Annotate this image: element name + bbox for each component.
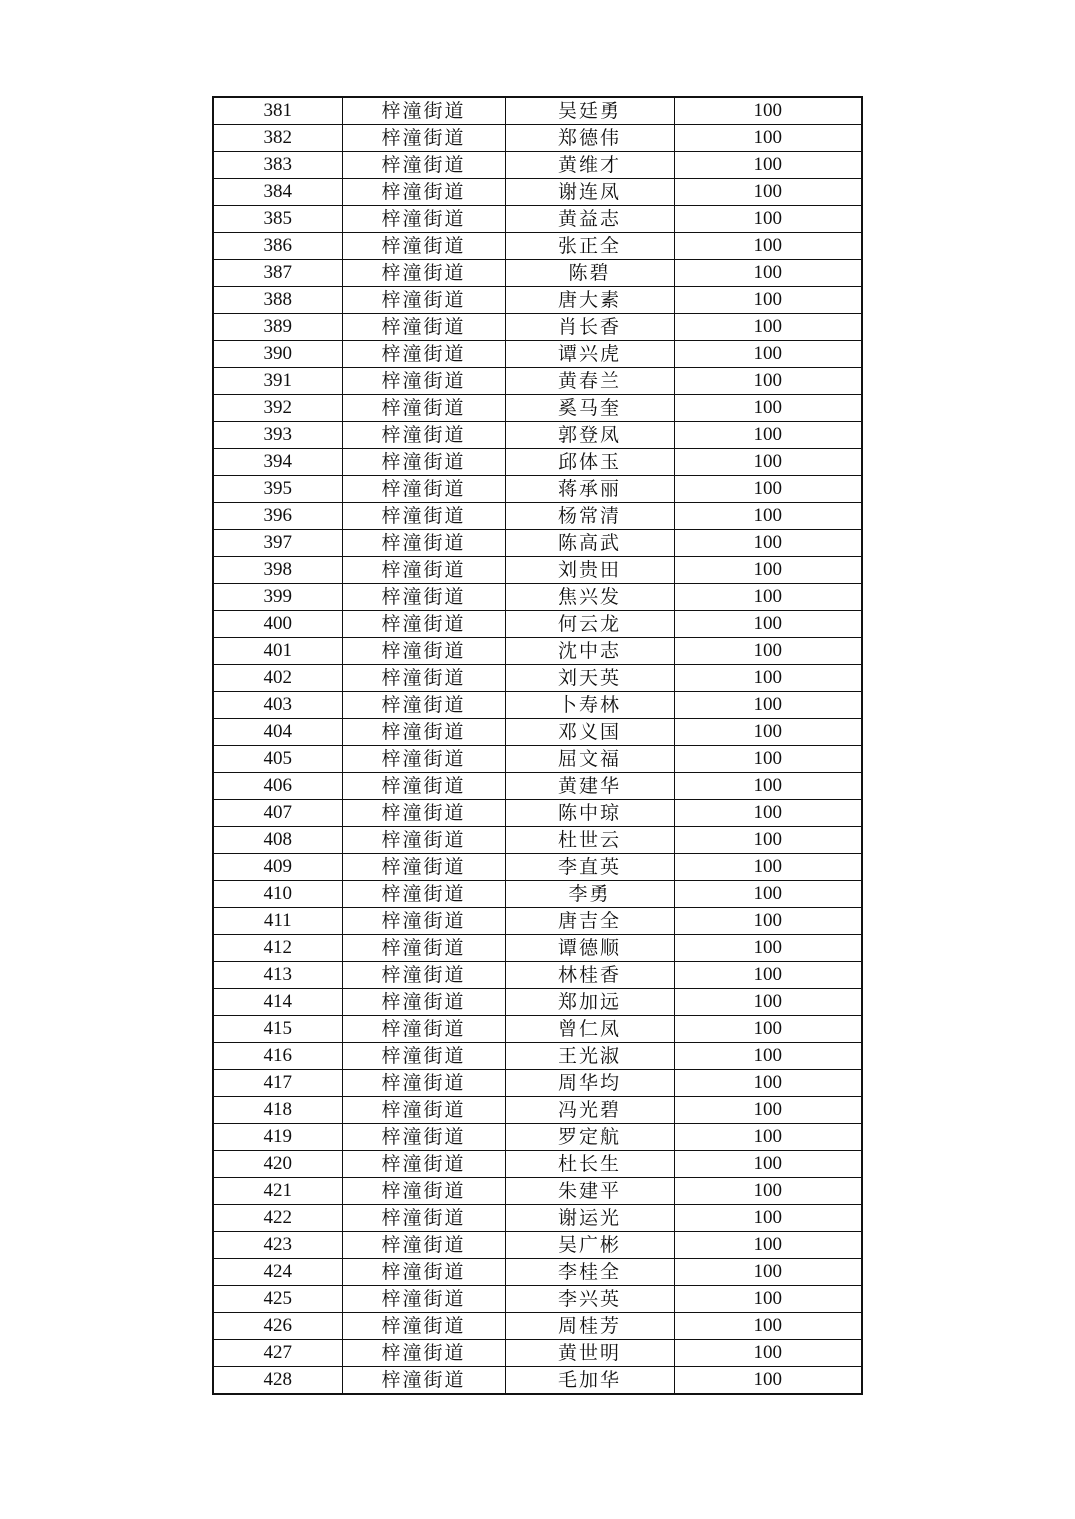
cell-amount: 100 xyxy=(674,395,862,422)
table-row xyxy=(213,449,862,476)
cell-name: 肖长香 xyxy=(505,314,674,341)
cell-name: 周桂芳 xyxy=(505,1313,674,1340)
table-row xyxy=(213,773,862,800)
table-row xyxy=(213,530,862,557)
cell-number: 393 xyxy=(213,422,342,449)
cell-amount: 100 xyxy=(674,1178,862,1205)
cell-street: 梓潼街道 xyxy=(342,1313,505,1340)
cell-name: 李兴英 xyxy=(505,1286,674,1313)
table-row xyxy=(213,1259,862,1286)
cell-number: 412 xyxy=(213,935,342,962)
cell-name: 沈中志 xyxy=(505,638,674,665)
cell-name: 毛加华 xyxy=(505,1367,674,1395)
table-row xyxy=(213,1313,862,1340)
cell-number: 391 xyxy=(213,368,342,395)
cell-name: 谢连凤 xyxy=(505,179,674,206)
cell-name: 杜世云 xyxy=(505,827,674,854)
cell-street: 梓潼街道 xyxy=(342,395,505,422)
cell-street: 梓潼街道 xyxy=(342,665,505,692)
cell-amount: 100 xyxy=(674,341,862,368)
cell-amount: 100 xyxy=(674,800,862,827)
cell-street: 梓潼街道 xyxy=(342,530,505,557)
cell-amount: 100 xyxy=(674,179,862,206)
cell-number: 392 xyxy=(213,395,342,422)
cell-name: 刘贵田 xyxy=(505,557,674,584)
cell-name: 李桂全 xyxy=(505,1259,674,1286)
cell-name: 吴广彬 xyxy=(505,1232,674,1259)
cell-name: 曾仁凤 xyxy=(505,1016,674,1043)
cell-number: 385 xyxy=(213,206,342,233)
cell-number: 416 xyxy=(213,1043,342,1070)
cell-name: 杨常清 xyxy=(505,503,674,530)
cell-number: 399 xyxy=(213,584,342,611)
cell-number: 428 xyxy=(213,1367,342,1395)
cell-name: 冯光碧 xyxy=(505,1097,674,1124)
cell-name: 郑德伟 xyxy=(505,125,674,152)
cell-number: 415 xyxy=(213,1016,342,1043)
cell-number: 419 xyxy=(213,1124,342,1151)
cell-street: 梓潼街道 xyxy=(342,1232,505,1259)
cell-street: 梓潼街道 xyxy=(342,1367,505,1395)
cell-amount: 100 xyxy=(674,1340,862,1367)
cell-amount: 100 xyxy=(674,1070,862,1097)
cell-amount: 100 xyxy=(674,935,862,962)
cell-street: 梓潼街道 xyxy=(342,800,505,827)
cell-street: 梓潼街道 xyxy=(342,368,505,395)
cell-amount: 100 xyxy=(674,1286,862,1313)
cell-amount: 100 xyxy=(674,287,862,314)
cell-street: 梓潼街道 xyxy=(342,1070,505,1097)
cell-amount: 100 xyxy=(674,503,862,530)
cell-number: 427 xyxy=(213,1340,342,1367)
cell-amount: 100 xyxy=(674,638,862,665)
cell-amount: 100 xyxy=(674,962,862,989)
cell-street: 梓潼街道 xyxy=(342,827,505,854)
cell-number: 389 xyxy=(213,314,342,341)
cell-name: 奚马奎 xyxy=(505,395,674,422)
cell-amount: 100 xyxy=(674,422,862,449)
cell-name: 谢运光 xyxy=(505,1205,674,1232)
cell-number: 409 xyxy=(213,854,342,881)
cell-amount: 100 xyxy=(674,125,862,152)
cell-street: 梓潼街道 xyxy=(342,881,505,908)
cell-number: 386 xyxy=(213,233,342,260)
table-row xyxy=(213,314,862,341)
cell-amount: 100 xyxy=(674,1313,862,1340)
cell-number: 396 xyxy=(213,503,342,530)
table-row xyxy=(213,179,862,206)
cell-street: 梓潼街道 xyxy=(342,152,505,179)
cell-name: 唐吉全 xyxy=(505,908,674,935)
cell-street: 梓潼街道 xyxy=(342,260,505,287)
cell-name: 郑加远 xyxy=(505,989,674,1016)
cell-name: 谭兴虎 xyxy=(505,341,674,368)
cell-name: 罗定航 xyxy=(505,1124,674,1151)
cell-street: 梓潼街道 xyxy=(342,1097,505,1124)
cell-street: 梓潼街道 xyxy=(342,989,505,1016)
cell-name: 陈碧 xyxy=(505,260,674,287)
cell-amount: 100 xyxy=(674,908,862,935)
cell-name: 陈中琼 xyxy=(505,800,674,827)
table-row xyxy=(213,1124,862,1151)
cell-street: 梓潼街道 xyxy=(342,1016,505,1043)
cell-number: 398 xyxy=(213,557,342,584)
table-row xyxy=(213,800,862,827)
table-row xyxy=(213,1016,862,1043)
table-row xyxy=(213,233,862,260)
roster-table-body xyxy=(213,97,862,1394)
cell-street: 梓潼街道 xyxy=(342,611,505,638)
table-row xyxy=(213,854,862,881)
table-row xyxy=(213,557,862,584)
cell-street: 梓潼街道 xyxy=(342,854,505,881)
cell-street: 梓潼街道 xyxy=(342,1178,505,1205)
cell-number: 387 xyxy=(213,260,342,287)
cell-name: 谭德顺 xyxy=(505,935,674,962)
cell-street: 梓潼街道 xyxy=(342,1151,505,1178)
table-row xyxy=(213,287,862,314)
cell-street: 梓潼街道 xyxy=(342,773,505,800)
cell-number: 394 xyxy=(213,449,342,476)
cell-amount: 100 xyxy=(674,989,862,1016)
cell-number: 381 xyxy=(213,97,342,125)
cell-name: 周华均 xyxy=(505,1070,674,1097)
cell-amount: 100 xyxy=(674,611,862,638)
cell-name: 唐大素 xyxy=(505,287,674,314)
cell-street: 梓潼街道 xyxy=(342,503,505,530)
cell-street: 梓潼街道 xyxy=(342,1259,505,1286)
table-row xyxy=(213,1178,862,1205)
cell-number: 417 xyxy=(213,1070,342,1097)
cell-amount: 100 xyxy=(674,530,862,557)
table-row xyxy=(213,503,862,530)
cell-number: 390 xyxy=(213,341,342,368)
cell-amount: 100 xyxy=(674,584,862,611)
table-row xyxy=(213,1232,862,1259)
cell-street: 梓潼街道 xyxy=(342,692,505,719)
cell-amount: 100 xyxy=(674,773,862,800)
cell-number: 388 xyxy=(213,287,342,314)
cell-number: 404 xyxy=(213,719,342,746)
cell-amount: 100 xyxy=(674,557,862,584)
table-row xyxy=(213,1043,862,1070)
cell-number: 403 xyxy=(213,692,342,719)
cell-street: 梓潼街道 xyxy=(342,1043,505,1070)
cell-name: 何云龙 xyxy=(505,611,674,638)
table-row xyxy=(213,395,862,422)
table-row xyxy=(213,206,862,233)
cell-number: 423 xyxy=(213,1232,342,1259)
table-row xyxy=(213,692,862,719)
cell-street: 梓潼街道 xyxy=(342,179,505,206)
table-row xyxy=(213,908,862,935)
table-row xyxy=(213,1205,862,1232)
table-row xyxy=(213,260,862,287)
table-row xyxy=(213,125,862,152)
table-row xyxy=(213,1070,862,1097)
cell-street: 梓潼街道 xyxy=(342,449,505,476)
cell-street: 梓潼街道 xyxy=(342,638,505,665)
cell-street: 梓潼街道 xyxy=(342,233,505,260)
table-row xyxy=(213,638,862,665)
cell-street: 梓潼街道 xyxy=(342,962,505,989)
cell-number: 384 xyxy=(213,179,342,206)
cell-name: 王光淑 xyxy=(505,1043,674,1070)
cell-name: 杜长生 xyxy=(505,1151,674,1178)
cell-street: 梓潼街道 xyxy=(342,1340,505,1367)
cell-street: 梓潼街道 xyxy=(342,287,505,314)
cell-number: 426 xyxy=(213,1313,342,1340)
table-row xyxy=(213,989,862,1016)
cell-amount: 100 xyxy=(674,1367,862,1395)
cell-number: 397 xyxy=(213,530,342,557)
cell-amount: 100 xyxy=(674,1259,862,1286)
cell-number: 382 xyxy=(213,125,342,152)
cell-name: 刘天英 xyxy=(505,665,674,692)
cell-street: 梓潼街道 xyxy=(342,314,505,341)
cell-name: 蒋承丽 xyxy=(505,476,674,503)
cell-name: 邓义国 xyxy=(505,719,674,746)
cell-amount: 100 xyxy=(674,1205,862,1232)
table-row xyxy=(213,341,862,368)
cell-number: 408 xyxy=(213,827,342,854)
cell-amount: 100 xyxy=(674,1043,862,1070)
cell-number: 411 xyxy=(213,908,342,935)
table-row xyxy=(213,1340,862,1367)
cell-amount: 100 xyxy=(674,746,862,773)
table-row xyxy=(213,1097,862,1124)
cell-amount: 100 xyxy=(674,368,862,395)
cell-number: 424 xyxy=(213,1259,342,1286)
cell-street: 梓潼街道 xyxy=(342,476,505,503)
cell-street: 梓潼街道 xyxy=(342,908,505,935)
table-row xyxy=(213,611,862,638)
table-row xyxy=(213,1151,862,1178)
cell-number: 418 xyxy=(213,1097,342,1124)
cell-number: 400 xyxy=(213,611,342,638)
cell-name: 黄益志 xyxy=(505,206,674,233)
cell-amount: 100 xyxy=(674,314,862,341)
cell-number: 402 xyxy=(213,665,342,692)
cell-name: 郭登凤 xyxy=(505,422,674,449)
cell-number: 405 xyxy=(213,746,342,773)
cell-street: 梓潼街道 xyxy=(342,206,505,233)
cell-amount: 100 xyxy=(674,152,862,179)
cell-street: 梓潼街道 xyxy=(342,719,505,746)
cell-number: 401 xyxy=(213,638,342,665)
cell-amount: 100 xyxy=(674,827,862,854)
table-row xyxy=(213,1367,862,1395)
cell-number: 413 xyxy=(213,962,342,989)
cell-number: 414 xyxy=(213,989,342,1016)
table-row xyxy=(213,584,862,611)
cell-street: 梓潼街道 xyxy=(342,422,505,449)
table-row xyxy=(213,665,862,692)
cell-amount: 100 xyxy=(674,1124,862,1151)
cell-amount: 100 xyxy=(674,1232,862,1259)
cell-street: 梓潼街道 xyxy=(342,935,505,962)
cell-number: 383 xyxy=(213,152,342,179)
cell-street: 梓潼街道 xyxy=(342,341,505,368)
cell-name: 黄建华 xyxy=(505,773,674,800)
cell-name: 朱建平 xyxy=(505,1178,674,1205)
cell-number: 421 xyxy=(213,1178,342,1205)
table-row xyxy=(213,719,862,746)
cell-amount: 100 xyxy=(674,692,862,719)
cell-street: 梓潼街道 xyxy=(342,1205,505,1232)
cell-number: 395 xyxy=(213,476,342,503)
table-row xyxy=(213,881,862,908)
cell-name: 李直英 xyxy=(505,854,674,881)
roster-table xyxy=(212,96,863,1395)
cell-name: 陈高武 xyxy=(505,530,674,557)
cell-amount: 100 xyxy=(674,1016,862,1043)
cell-amount: 100 xyxy=(674,206,862,233)
cell-name: 邱体玉 xyxy=(505,449,674,476)
cell-street: 梓潼街道 xyxy=(342,746,505,773)
table-row xyxy=(213,97,862,125)
cell-name: 吴廷勇 xyxy=(505,97,674,125)
cell-name: 卜寿林 xyxy=(505,692,674,719)
cell-amount: 100 xyxy=(674,1151,862,1178)
cell-amount: 100 xyxy=(674,449,862,476)
cell-street: 梓潼街道 xyxy=(342,97,505,125)
cell-name: 黄世明 xyxy=(505,1340,674,1367)
cell-number: 406 xyxy=(213,773,342,800)
cell-street: 梓潼街道 xyxy=(342,125,505,152)
table-row xyxy=(213,1286,862,1313)
cell-amount: 100 xyxy=(674,233,862,260)
cell-street: 梓潼街道 xyxy=(342,1124,505,1151)
cell-amount: 100 xyxy=(674,476,862,503)
cell-amount: 100 xyxy=(674,97,862,125)
cell-amount: 100 xyxy=(674,1097,862,1124)
cell-name: 李勇 xyxy=(505,881,674,908)
cell-amount: 100 xyxy=(674,260,862,287)
cell-number: 422 xyxy=(213,1205,342,1232)
cell-street: 梓潼街道 xyxy=(342,584,505,611)
cell-name: 黄春兰 xyxy=(505,368,674,395)
cell-street: 梓潼街道 xyxy=(342,557,505,584)
cell-street: 梓潼街道 xyxy=(342,1286,505,1313)
cell-number: 410 xyxy=(213,881,342,908)
cell-amount: 100 xyxy=(674,881,862,908)
cell-number: 420 xyxy=(213,1151,342,1178)
table-row xyxy=(213,746,862,773)
table-row xyxy=(213,962,862,989)
table-row xyxy=(213,476,862,503)
table-row xyxy=(213,935,862,962)
cell-amount: 100 xyxy=(674,719,862,746)
cell-number: 407 xyxy=(213,800,342,827)
cell-name: 黄维才 xyxy=(505,152,674,179)
cell-amount: 100 xyxy=(674,665,862,692)
cell-name: 屈文福 xyxy=(505,746,674,773)
table-row xyxy=(213,152,862,179)
cell-name: 林桂香 xyxy=(505,962,674,989)
cell-number: 425 xyxy=(213,1286,342,1313)
cell-name: 张正全 xyxy=(505,233,674,260)
cell-name: 焦兴发 xyxy=(505,584,674,611)
cell-amount: 100 xyxy=(674,854,862,881)
table-row xyxy=(213,422,862,449)
table-row xyxy=(213,368,862,395)
table-row xyxy=(213,827,862,854)
